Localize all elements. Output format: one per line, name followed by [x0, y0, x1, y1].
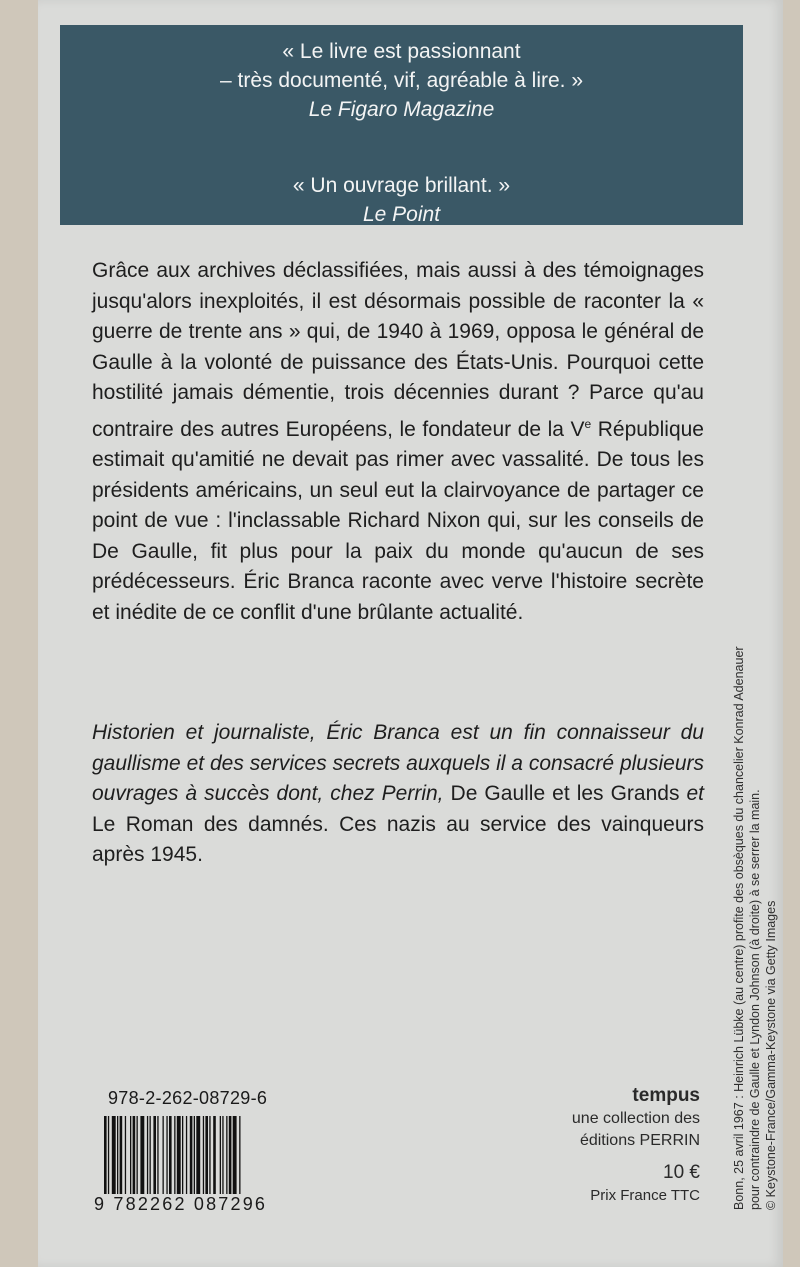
barcode-bar	[239, 1116, 240, 1194]
barcode-bar	[169, 1116, 172, 1194]
publisher-name: éditions PERRIN	[579, 1132, 700, 1149]
barcode-bar	[125, 1116, 126, 1194]
press-quote-figaro	[60, 37, 743, 124]
book-title: Le Roman des damnés. Ces nazis au service des vainqueurs après 1945.	[92, 812, 704, 866]
barcode-bar	[137, 1116, 138, 1194]
barcode-bar	[220, 1116, 221, 1194]
barcode-bar	[182, 1116, 183, 1194]
quote-line: – très documenté, vif, agréable à lire. »	[219, 69, 584, 92]
barcode-bar	[209, 1116, 210, 1194]
barcode-bar	[153, 1116, 156, 1194]
barcode-bar	[147, 1116, 148, 1194]
barcode-bar	[229, 1116, 232, 1194]
barcode-bar	[130, 1116, 131, 1194]
press-quotes-banner	[60, 25, 743, 225]
barcode	[102, 1116, 282, 1194]
summary-text-rest: République estimait qu'amitié ne devait pas rimer avec vassalité. De tous les présidents américains, un seul eut la clairvoyance de partager ce point de vue : l'inclassable Richard Nixon qui, sur les conseils de De Gaulle, fit plus pour la paix du monde qu'aucun de ses prédécesseurs. Éric Branca raconte avec verve l'histoire secrète et inédite de ce conflit d'une brûlante actualité.	[92, 417, 704, 624]
summary-text: Grâce aux archives déclassifiées, mais aussi à des témoignages jusqu'alors inexploités, il est désormais possible de raconter la « guerre de trente ans » qui, de 1940 à 1969, opposa le général de Gaulle à la volonté de puissance des États-Unis. Pourquoi cette hostilité jamais démentie, trois décennies durant ? Parce qu'au contraire des autres Européens, le fondateur de la V	[92, 259, 704, 441]
barcode-bar	[196, 1116, 200, 1194]
barcode-bar	[157, 1116, 158, 1194]
barcode-bar	[112, 1116, 116, 1194]
price-note: Prix France TTC	[590, 1187, 700, 1204]
barcode-bar	[205, 1116, 208, 1194]
barcode-bar	[163, 1116, 164, 1194]
barcode-bar	[222, 1116, 223, 1194]
barcode-bar	[233, 1116, 237, 1194]
price: 10 €	[663, 1162, 700, 1183]
bio-conjunction: et	[686, 782, 705, 805]
superscript-e: e	[584, 416, 592, 431]
book-title: De Gaulle et les Grands	[443, 782, 687, 805]
barcode-bar	[150, 1116, 151, 1194]
credit-line: © Keystone-France/Gamma-Keystone via Getty Images	[764, 900, 778, 1210]
barcode-bar	[140, 1116, 144, 1194]
barcode-bar	[166, 1116, 167, 1194]
barcode-bar	[117, 1116, 118, 1194]
credit-line: Bonn, 25 avril 1967 : Heinrich Lübke (au centre) profite des obsèques du chancelier Konrad Adenauer	[732, 646, 746, 1210]
credit-line: pour contraindre de Gaulle et Lyndon Johnson (à droite) à se serrer la main.	[748, 789, 762, 1210]
quote-source: Le Point	[362, 203, 441, 226]
summary-paragraph	[92, 256, 704, 628]
collection-name: tempus	[632, 1085, 700, 1106]
collection-line: une collection des	[571, 1110, 700, 1127]
barcode-bar	[226, 1116, 227, 1194]
quote-source: Le Figaro Magazine	[308, 98, 495, 121]
barcode-bar	[177, 1116, 181, 1194]
barcode-bar	[194, 1116, 195, 1194]
quote-line: « Un ouvrage brillant. »	[292, 174, 511, 197]
bio-text: Historien et journaliste, Éric Branca est un fin connaisseur du gaullisme et des services secrets auxquels il a consacré plusieurs ouvrages à succès dont, chez Perrin,	[92, 721, 704, 805]
barcode-bar	[190, 1116, 193, 1194]
barcode-bar	[213, 1116, 216, 1194]
isbn: 978-2-262-08729-6	[108, 1088, 268, 1108]
barcode-bar	[104, 1116, 107, 1194]
publisher-block	[572, 1084, 700, 1206]
author-bio	[92, 718, 704, 871]
barcode-bar	[120, 1116, 123, 1194]
photo-credit	[731, 590, 779, 1210]
barcode-bar	[174, 1116, 175, 1194]
press-quote-le-point	[60, 171, 743, 229]
barcode-bar	[203, 1116, 204, 1194]
quote-line: « Le livre est passionnant	[282, 40, 521, 63]
barcode-digits: 9 782262 087296	[94, 1194, 268, 1214]
barcode-bar	[186, 1116, 187, 1194]
barcode-bar	[108, 1116, 109, 1194]
barcode-bar	[133, 1116, 136, 1194]
